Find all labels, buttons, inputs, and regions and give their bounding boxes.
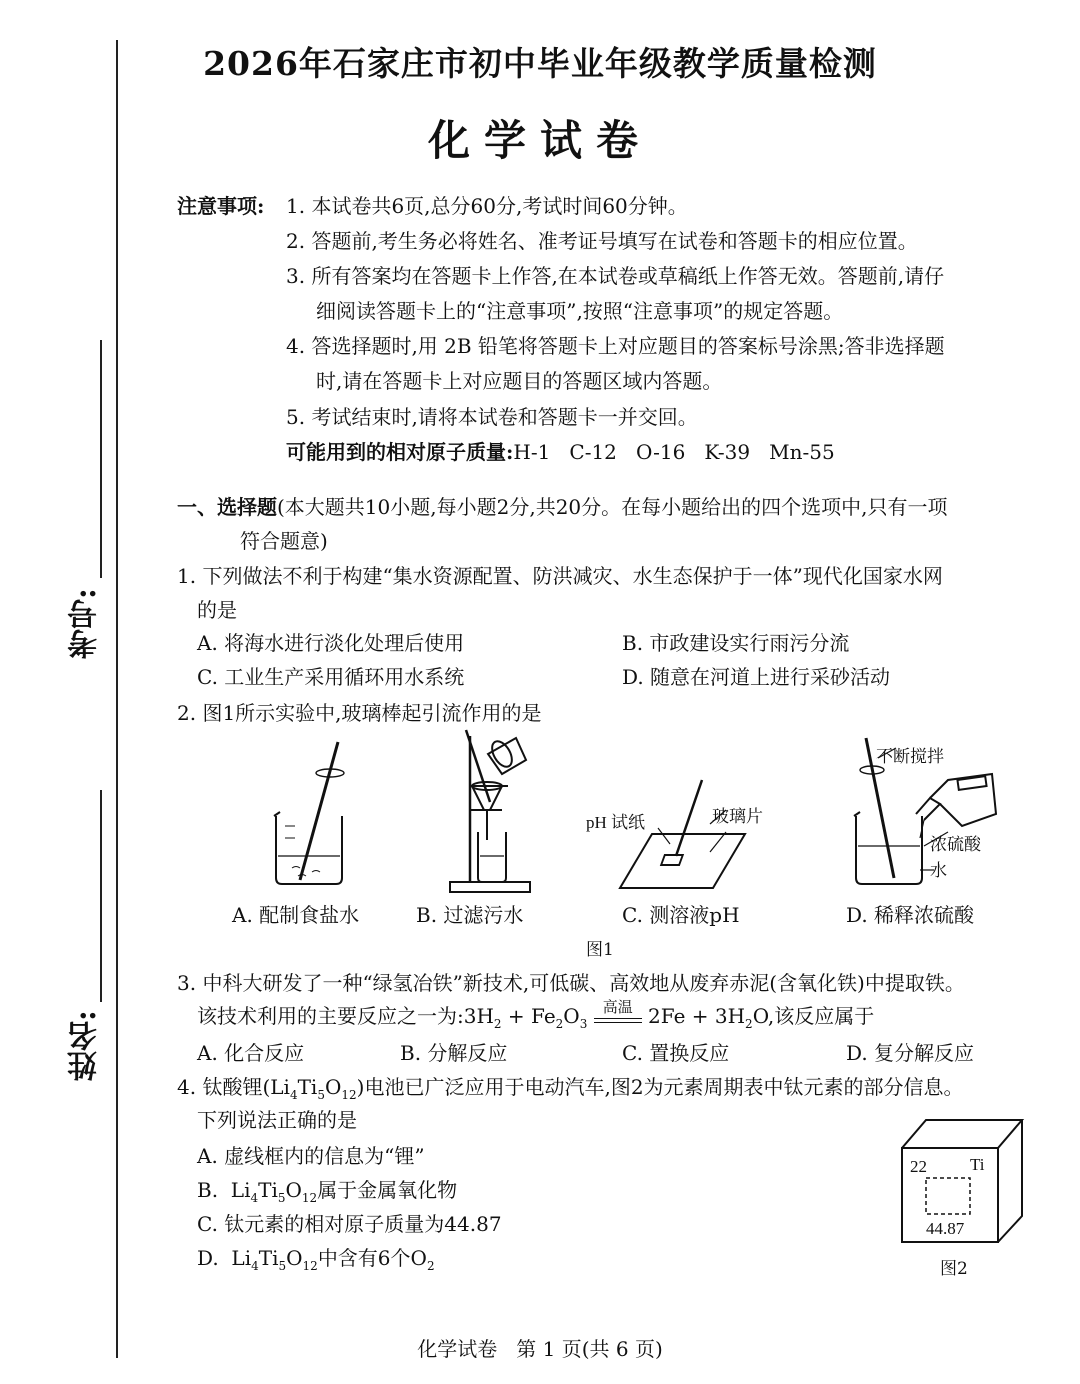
q4-option-d: D. $Li_4Ti_5O_{12}$中含有6个$O_2$	[197, 1246, 435, 1273]
q2-stem: 2. 图1所示实验中,玻璃棒起引流作用的是	[177, 701, 542, 725]
section-desc-2: 符合题意)	[240, 529, 328, 553]
notice-label: 注意事项:	[177, 194, 265, 218]
exam-title: 2026年石家庄市初中毕业年级教学质量检测	[203, 44, 877, 83]
water-label: 水	[930, 861, 947, 880]
q3-option-c: C. 置换反应	[622, 1041, 730, 1065]
ph-paper-label: pH 试纸	[586, 813, 646, 832]
exam-number-label: 考号:	[68, 588, 103, 660]
q4-option-d-text: 中含有6个	[317, 1246, 411, 1270]
acid-label: 浓硫酸	[930, 835, 981, 854]
stir-label: 不断搅拌	[876, 747, 944, 766]
glass-slide-label: 玻璃片	[712, 807, 763, 826]
figure-1-caption: 图1	[586, 940, 614, 960]
name-label: 姓名:	[68, 1010, 103, 1082]
q4-stem-1a: 4. 钛酸锂(	[177, 1075, 271, 1099]
q1-option-a: A. 将海水进行淡化处理后使用	[197, 631, 465, 655]
q3-option-a: A. 化合反应	[197, 1041, 305, 1065]
figure-1	[240, 728, 1060, 903]
q1-option-d: D. 随意在河道上进行采砂活动	[622, 665, 891, 689]
q4-stem-2: 下列说法正确的是	[197, 1108, 357, 1132]
q2-option-d: D. 稀释浓硫酸	[846, 903, 975, 927]
reaction-condition	[594, 998, 642, 1023]
exam-number-blank	[100, 340, 102, 578]
element-symbol: Ti	[970, 1155, 985, 1174]
reaction-condition-text: 高温	[602, 998, 633, 1016]
notice-item: 细阅读答题卡上的“注意事项”,按照“注意事项”的规定答题。	[316, 299, 844, 323]
notice-item: 时,请在答题卡上对应题目的答题区域内答题。	[316, 369, 723, 393]
atomic-mass-line	[286, 436, 835, 465]
notice-item: 4. 答选择题时,用 2B 铅笔将答题卡上对应题目的答案标号涂黑;答非选择题	[286, 334, 945, 358]
q1-stem: 1. 下列做法不利于构建“集水资源配置、防洪减灾、水生态保护于一体”现代化国家水网	[177, 564, 943, 588]
relative-atomic-mass: 44.87	[926, 1219, 965, 1238]
atomic-number: 22	[910, 1157, 927, 1176]
notice-item: 1. 本试卷共6页,总分60分,考试时间60分钟。	[286, 194, 688, 218]
filtration-illustration	[450, 730, 530, 892]
name-blank	[100, 790, 102, 1002]
q3-stem: 3. 中科大研发了一种“绿氢冶铁”新技术,可低碳、高效地从废弃赤泥(含氧化铁)中提取铁。	[177, 971, 965, 995]
q1-option-c: C. 工业生产采用循环用水系统	[197, 665, 465, 689]
figure-2-element-cell	[894, 1112, 1034, 1247]
q3-option-b: B. 分解反应	[400, 1041, 508, 1065]
section-heading: 一、选择题	[177, 495, 277, 519]
q2-option-a: A. 配制食盐水	[232, 903, 360, 927]
q2-option-b: B. 过滤污水	[416, 903, 524, 927]
subject-title: 化学试卷	[427, 116, 652, 165]
page-footer: 化学试卷 第 1 页(共 6 页)	[417, 1337, 663, 1361]
q4-option-b-text: 属于金属氧化物	[317, 1178, 458, 1202]
notice-item: 3. 所有答案均在答题卡上作答,在本试卷或草稿纸上作答无效。答题前,请仔	[286, 264, 945, 288]
figure-2-caption: 图2	[940, 1259, 968, 1279]
q4-option-c: C. 钛元素的相对原子质量为44.87	[197, 1212, 502, 1236]
q3-option-d: D. 复分解反应	[846, 1041, 975, 1065]
q3-stem-2: 该技术利用的主要反应之一为$:3H_2 + Fe_2O_3$ 高温 $2Fe + 3H_2O$,该反应属于	[197, 998, 875, 1031]
section-heading-line	[177, 491, 948, 520]
q4-option-b: B. $Li_4Ti_5O_{12}$属于金属氧化物	[197, 1178, 458, 1205]
q1-stem-2: 的是	[197, 598, 237, 622]
atomic-mass-values: H-1 C-12 O-16 K-39 Mn-55	[513, 440, 835, 464]
q3-stem-2b: ,该反应属于	[767, 1004, 875, 1028]
q4-stem: 4. 钛酸锂$(Li_4Ti_5O_{12})$电池已广泛应用于电动汽车,图2为元素周期表中钛元素的部分信息。	[177, 1075, 964, 1102]
beaker-stirring-illustration	[274, 742, 344, 884]
ph-test-illustration	[620, 780, 745, 888]
q4-option-b-prefix: B.	[197, 1178, 231, 1202]
atomic-mass-label: 可能用到的相对原子质量:	[286, 440, 514, 464]
binding-line	[116, 40, 118, 1358]
q4-option-a: A. 虚线框内的信息为“锂”	[197, 1144, 425, 1168]
q1-option-b: B. 市政建设实行雨污分流	[622, 631, 850, 655]
q2-option-c: C. 测溶液pH	[622, 903, 740, 927]
q4-stem-1b: )电池已广泛应用于电动汽车,图2为元素周期表中钛元素的部分信息。	[356, 1075, 964, 1099]
section-desc: (本大题共10小题,每小题2分,共20分。在每小题给出的四个选项中,只有一项	[277, 495, 948, 519]
q4-option-d-prefix: D.	[197, 1246, 232, 1270]
q3-stem-2a: 该技术利用的主要反应之一为:	[197, 1004, 464, 1028]
notice-item: 5. 考试结束时,请将本试卷和答题卡一并交回。	[286, 405, 698, 429]
notice-item: 2. 答题前,考生务必将姓名、准考证号填写在试卷和答题卡的相应位置。	[286, 229, 918, 253]
